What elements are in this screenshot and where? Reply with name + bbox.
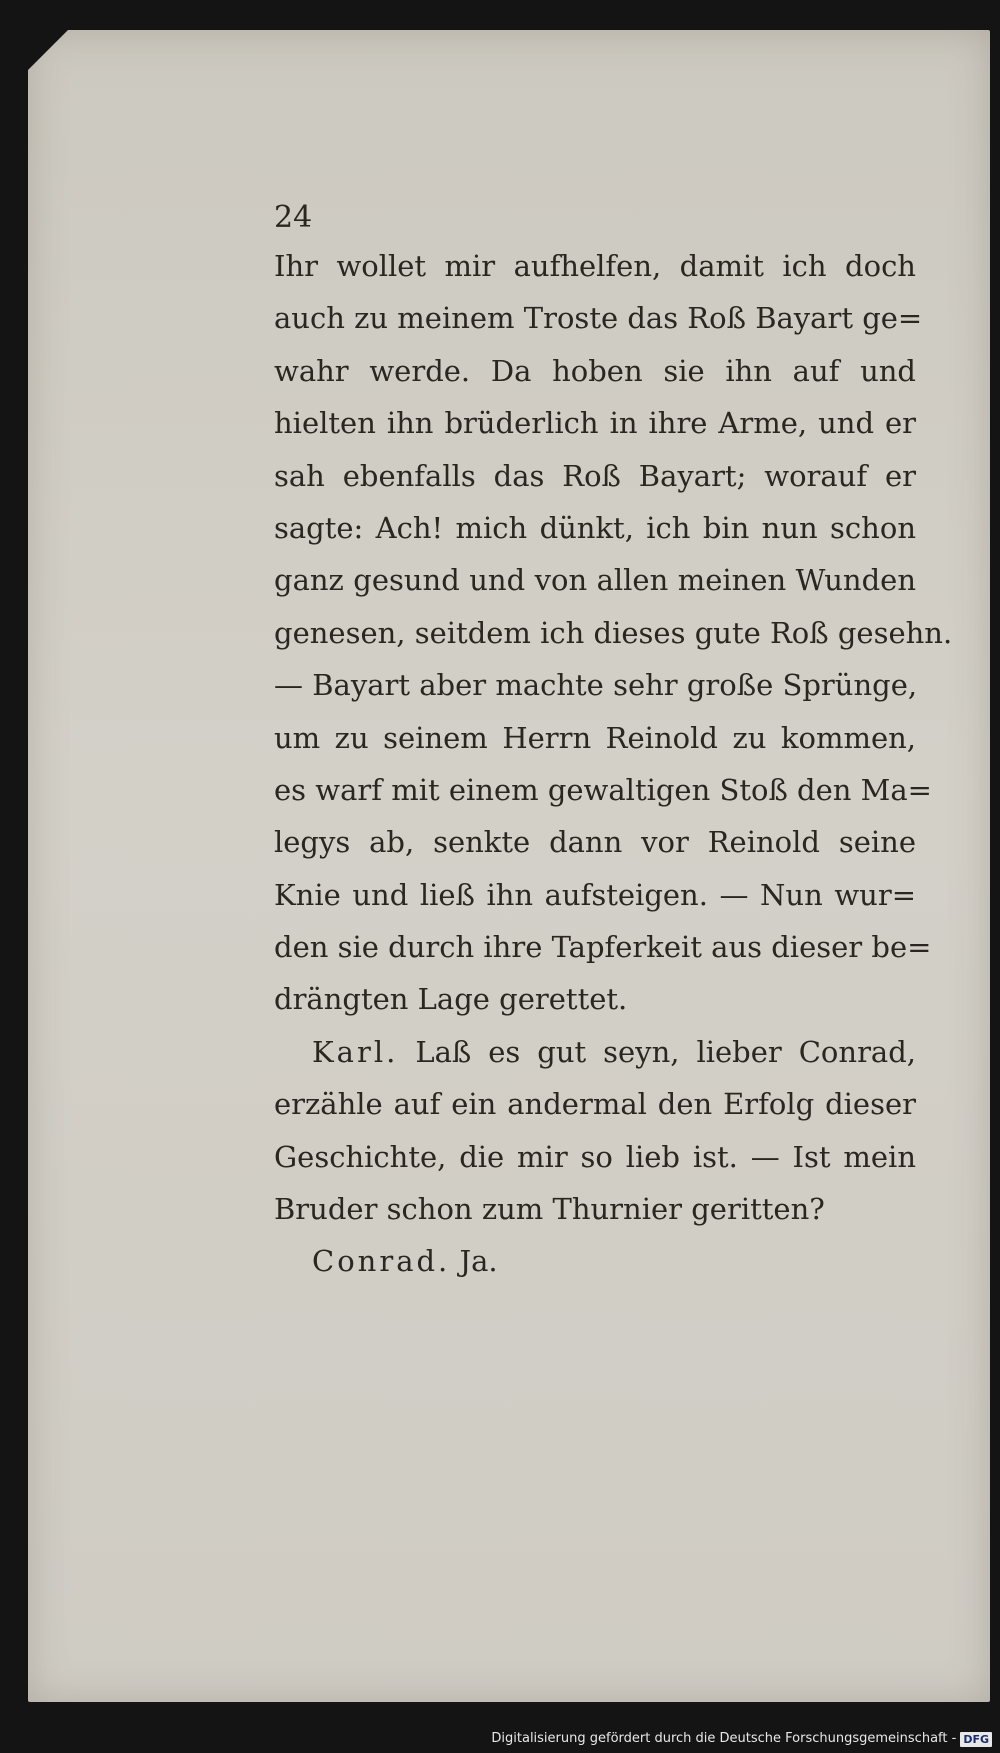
text-line: ganz gesund und von allen meinen Wunden [274, 563, 916, 598]
text-line: wahr werde. Da hoben sie ihn auf und [274, 353, 916, 388]
text-line: es warf mit einem gewaltigen Stoß den Ma= [274, 772, 932, 807]
text-line: Knie und ließ ihn aufsteigen. — Nun wur= [274, 877, 916, 912]
dialogue-line [274, 1026, 916, 1078]
text-line: Bruder schon zum Thurnier geritten? [274, 1192, 825, 1227]
text-line: auch zu meinem Troste das Roß Bayart ge= [274, 301, 923, 336]
dfg-logo-icon: DFG [960, 1732, 992, 1747]
text-line: — Bayart aber machte sehr große Sprünge, [274, 668, 918, 703]
text-line: hielten ihn brüderlich in ihre Arme, und er [274, 406, 916, 441]
text-line: erzähle auf ein andermal den Erfolg dieser [274, 1087, 916, 1122]
text-line: Geschichte, die mir so lieb ist. — Ist mein [274, 1139, 916, 1174]
dialogue-text: Laß es gut seyn, lieber Conrad, [415, 1034, 917, 1069]
text-line: legys ab, senkte dann vor Reinold seine [274, 825, 916, 860]
text-line: den sie durch ihre Tapferkeit aus dieser be= [274, 930, 932, 965]
page-text [274, 200, 953, 1288]
folded-corner [28, 30, 68, 70]
speaker-conrad: Conrad. [312, 1244, 451, 1279]
text-line: Ihr wollet mir aufhelfen, damit ich doch [274, 249, 916, 283]
text-line: sagte: Ach! mich dünkt, ich bin nun schon [274, 510, 916, 545]
text-line: um zu seinem Herrn Reinold zu kommen, [274, 720, 916, 755]
credit-text: Digitalisierung gefördert durch die Deutsche Forschungsgemeinschaft - [491, 1731, 957, 1746]
text-line: genesen, seitdem ich dieses gute Roß gesehn. [274, 615, 953, 650]
book-page [28, 30, 990, 1702]
text-line: sah ebenfalls das Roß Bayart; worauf er [274, 458, 916, 493]
dialogue-line [274, 1235, 916, 1287]
text-line: drängten Lage gerettet. [274, 982, 628, 1017]
speaker-karl: Karl. [312, 1034, 399, 1069]
dialogue-text: Ja. [459, 1244, 498, 1279]
page-number: 24 [274, 200, 313, 235]
digitization-credit [491, 1728, 992, 1750]
